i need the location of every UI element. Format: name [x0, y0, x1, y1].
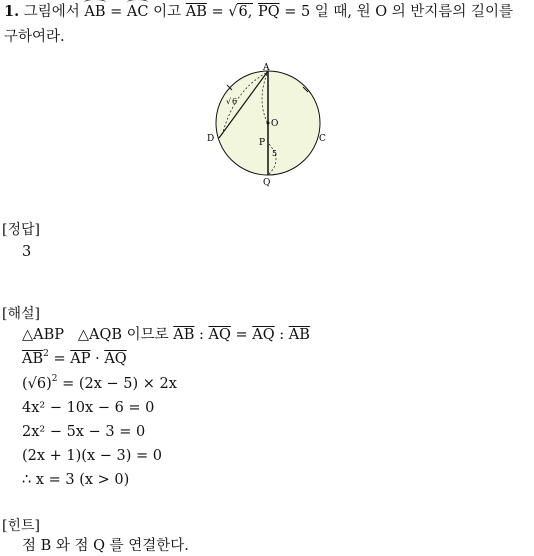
arc-ac: AC: [126, 4, 149, 20]
label-sqrt-sign: √: [226, 97, 232, 106]
solution-text: 이므로: [126, 327, 169, 343]
triangle-aqb: △AQB: [77, 327, 123, 343]
solution-line-1: [22, 325, 310, 345]
exponent: 2: [43, 349, 49, 359]
problem-line-2: 구하여라.: [4, 29, 65, 45]
dot: ·: [95, 351, 100, 367]
sqrt6-paren: (√6): [22, 376, 52, 392]
equals: =: [53, 351, 66, 367]
label-o: O: [271, 119, 279, 129]
segment-aq: $\overline{AQ}$: [104, 351, 127, 367]
segment-ab: $\overline{AB}$: [22, 351, 44, 367]
solution-line-4: 4x² − 10x − 6 = 0: [22, 400, 155, 416]
colon: :: [279, 327, 285, 343]
problem-line-1: [4, 2, 513, 22]
segment-ap: $\overline{AP}$: [70, 351, 91, 367]
label-p: P: [259, 138, 266, 148]
triangle-abp: △ABP: [22, 327, 65, 343]
problem-number: 1.: [4, 3, 20, 20]
label-d: D: [207, 134, 215, 144]
segment-ab: $\overline{AB}$: [173, 327, 195, 343]
problem-text: 그림에서: [23, 4, 80, 20]
solution-line-5: 2x² − 5x − 3 = 0: [22, 424, 146, 440]
label-q: Q: [263, 178, 271, 188]
solution-line-7: ∴ x = 3 (x > 0): [22, 472, 130, 488]
arc-ab: AB: [84, 4, 106, 20]
label-sqrt6: 6: [232, 97, 238, 106]
equals: =: [211, 4, 224, 20]
solution-line-3: [22, 374, 177, 394]
segment-pq: $\overline{PQ}$: [257, 4, 280, 20]
problem-text: 일 때, 원 O 의 반지름의 길이를: [314, 4, 514, 20]
hint-header: [힌트]: [2, 518, 40, 534]
label-five: 5: [272, 149, 278, 158]
segment-aq: $\overline{AQ}$: [252, 327, 275, 343]
circle-figure: [195, 60, 345, 190]
sqrt-sign: √: [228, 4, 238, 20]
hint-text: 점 B 와 점 Q 를 연결한다.: [22, 538, 189, 554]
label-a: A: [263, 63, 270, 73]
exponent: 2: [51, 374, 58, 384]
equals-value: = 5: [284, 4, 311, 20]
answer-header: [정답]: [2, 222, 40, 238]
solution-line-6: (2x + 1)(x − 3) = 0: [22, 448, 162, 464]
point-o: [267, 122, 270, 125]
segment-aq: $\overline{AQ}$: [208, 327, 231, 343]
equation-rhs: = (2x − 5) × 2x: [62, 376, 177, 392]
segment-ab: $\overline{AB}$: [288, 327, 310, 343]
answer-value: 3: [22, 244, 32, 260]
problem-text: 이고: [153, 4, 182, 20]
colon: :: [199, 327, 204, 343]
segment-ab: $\overline{AB}$: [185, 4, 207, 20]
solution-header: [해설]: [2, 306, 40, 322]
sqrt-value: 6,: [238, 4, 253, 20]
label-c: C: [319, 134, 326, 144]
solution-line-2: [22, 349, 127, 369]
equals: =: [110, 4, 123, 20]
equals: =: [235, 327, 248, 343]
